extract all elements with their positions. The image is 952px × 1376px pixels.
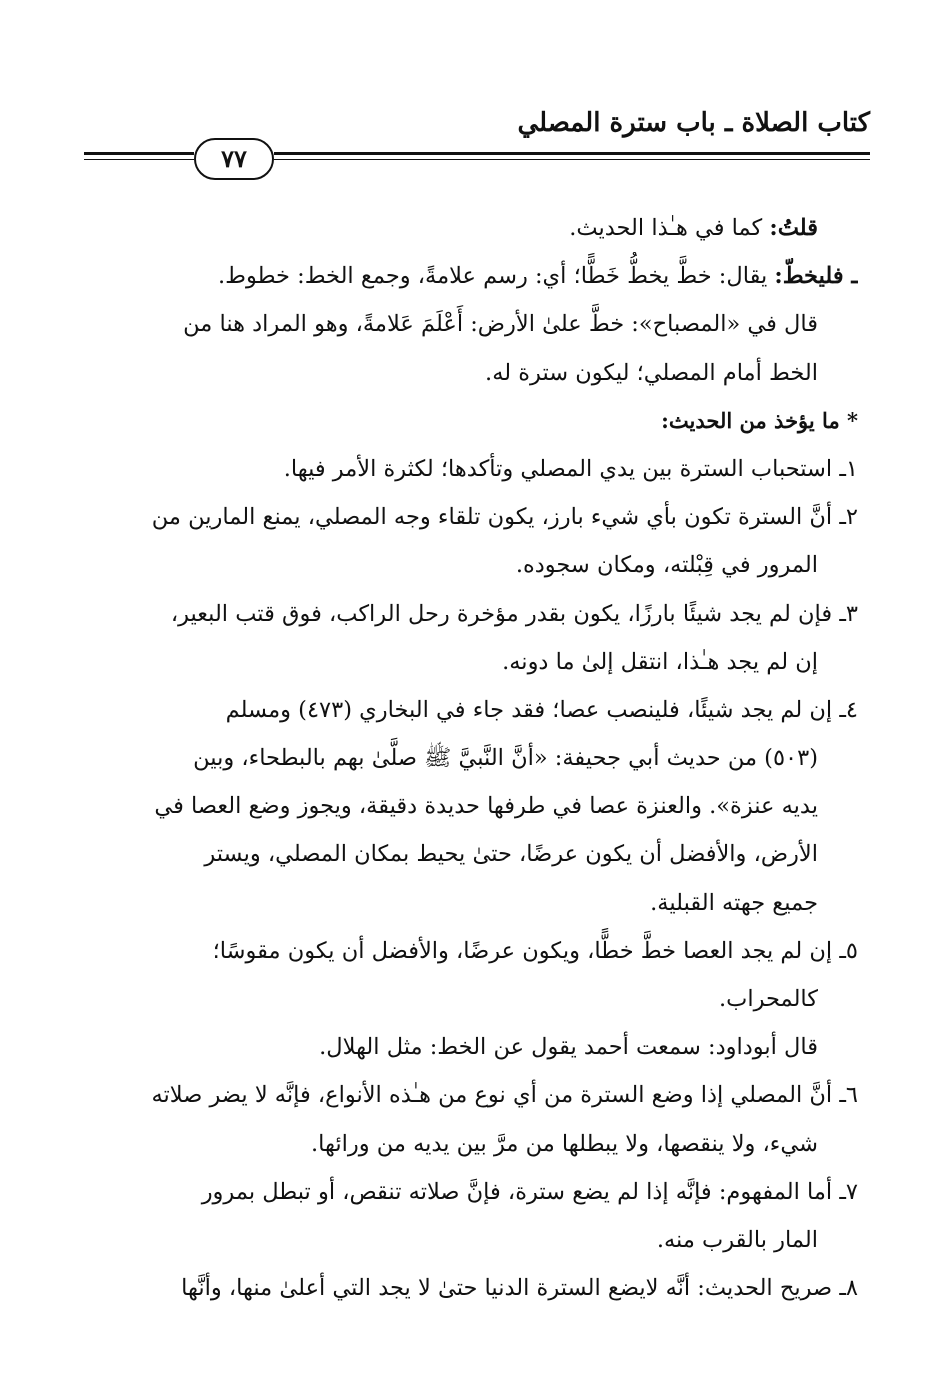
list-item: ٨ـ صريح الحديث: أنَّه لايضع السترة الدنيا حتىٰ لا يجد التي أعلىٰ منها، وأنَّها	[181, 1275, 858, 1302]
list-item: ٧ـ أما المفهوم: فإنَّه إذا لم يضع سترة، فإنَّ صلاته تنقص، أو تبطل بمرور	[201, 1178, 858, 1205]
list-item: ٥ـ إن لم يجد العصا خطَّ خطًّا، ويكون عرضًا، والأفضل أن يكون مقوسًا؛	[212, 937, 858, 964]
header-rule-left-thin	[84, 159, 194, 160]
page-header	[84, 108, 870, 172]
list-item: ٦ـ أنَّ المصلي إذا وضع السترة من أي نوع من هـٰذه الأنواع، فإنَّه لا يضر صلاته	[151, 1082, 858, 1109]
text-line: ـ فليخطّ: يقال: خطَّ يخطُّ خَطًّا؛ أي: رسم علامةً، وجمع الخط: خطوط.	[218, 263, 858, 290]
list-item-continuation: الأرض، والأفضل أن يكون عرضًا، حتىٰ يحيط بمكان المصلي، ويستر	[204, 841, 818, 868]
page-number-badge: ٧٧	[194, 138, 274, 180]
list-item-continuation: المرور في قِبْلته، ومكان سجوده.	[515, 552, 818, 579]
list-item: ٤ـ إن لم يجد شيئًا، فلينصب عصا؛ فقد جاء في البخاري (٤٧٣) ومسلم	[225, 696, 858, 723]
running-header-title: كتاب الصلاة ـ باب سترة المصلي	[517, 108, 870, 138]
header-rule-left-thick	[84, 152, 194, 155]
list-item-continuation: قال أبوداود: سمعت أحمد يقول عن الخط: مثل الهلال.	[319, 1034, 818, 1061]
list-item-continuation: كالمحراب.	[719, 986, 818, 1012]
list-item-continuation: يديه عنزة». والعنزة عصا في طرفها حديدة دقيقة، ويجوز وضع العصا في	[154, 793, 818, 820]
list-item: ٢ـ أنَّ السترة تكون بأي شيء بارز، يكون تلقاء وجه المصلي، يمنع المارين من	[151, 504, 858, 531]
list-item-continuation: جميع جهته القبلية.	[650, 889, 818, 916]
text-line: قلتُ: كما في هـٰذا الحديث.	[569, 215, 818, 241]
list-item: ٣ـ فإن لم يجد شيئًا بارزًا، يكون بقدر مؤخرة رحل الراكب، فوق قتب البعير،	[170, 600, 858, 627]
section-heading: * ما يؤخذ من الحديث:	[661, 407, 858, 433]
header-rule-right-thick	[274, 152, 870, 155]
list-item-continuation: شيء، ولا ينقصها، ولا يبطلها من مرَّ بين يديه من ورائها.	[310, 1130, 818, 1157]
list-item-continuation: (٥٠٣) من حديث أبي جحيفة: «أنَّ النَّبيَّ ﷺ صلَّىٰ بهم بالبطحاء، وبين	[193, 745, 818, 772]
list-item: ١ـ استحباب السترة بين يدي المصلي وتأكدها؛ لكثرة الأمر فيها.	[283, 455, 858, 482]
list-item-continuation: المار بالقرب منه.	[656, 1226, 818, 1253]
page-body	[72, 204, 858, 1312]
text-line: الخط أمام المصلي؛ ليكون سترة له.	[485, 359, 818, 386]
header-rule-right-thin	[274, 159, 870, 160]
list-item-continuation: إن لم يجد هـٰذا، انتقل إلىٰ ما دونه.	[502, 648, 818, 675]
text-line: قال في «المصباح»: خطَّ علىٰ الأرض: أَعْلَمَ عَلامةً، وهو المراد هنا من	[183, 311, 818, 338]
